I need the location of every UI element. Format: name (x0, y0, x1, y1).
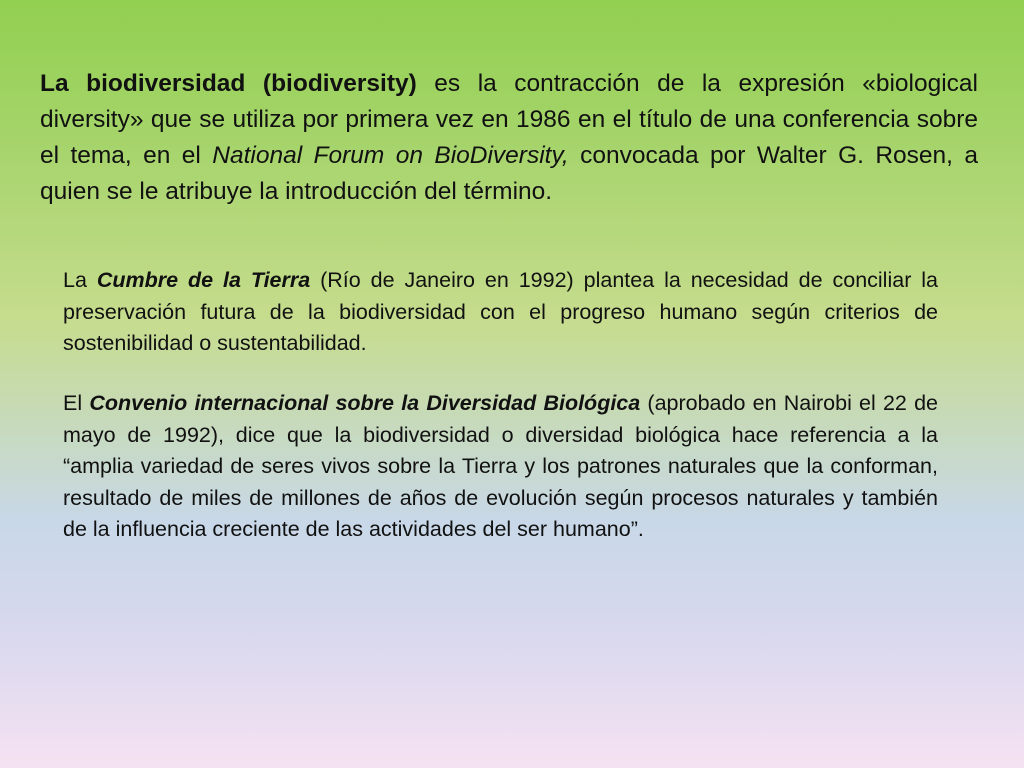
intro-paragraph (40, 66, 978, 210)
intro-bold-term: La biodiversidad (biodiversity) (40, 70, 417, 97)
convenio-paragraph (63, 388, 938, 546)
convenio-text: (aprobado en Nairobi el 22 de mayo de 1992), dice que la biodiversidad o diversidad biológica hace referencia a la “amplia variedad de seres vivos sobre la Tierra y los patrones naturales que la conforman, resultado de miles de millones de años de evolución según procesos naturales y también de la influencia creciente de las actividades del ser humano”. (63, 391, 938, 541)
cumbre-text: (Río de Janeiro en 1992) plantea la necesidad de conciliar la preservación futura de la biodiversidad con el progreso humano según criterios de sostenibilidad o sustentabilidad. (63, 268, 938, 355)
cumbre-bold-italic-term: Cumbre de la Tierra (96, 268, 311, 292)
convenio-text-start: El (63, 391, 90, 415)
cumbre-text-start: La (63, 268, 97, 292)
intro-text-end: convocada por Walter G. Rosen, a quien se le atribuye la introducción del término. (40, 142, 979, 205)
intro-italic-forum: National Forum on BioDiversity, (212, 142, 569, 169)
convenio-bold-italic-term: Convenio internacional sobre la Diversidad Biológica (89, 391, 641, 415)
intro-text: es la contracción de la expresión «biological diversity» que se utiliza por primera vez en 1986 en el título de una conferencia sobre el tema, en el (40, 70, 978, 169)
cumbre-paragraph (63, 265, 938, 360)
